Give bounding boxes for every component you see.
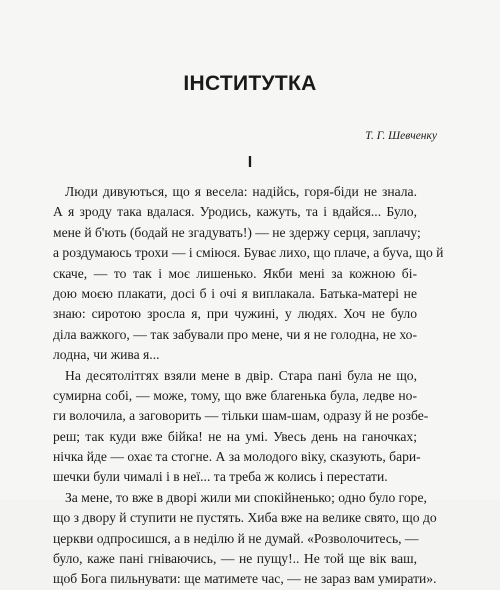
page-title: ІНСТИТУТКА [183,72,317,95]
text-line: лодна, чи жива я... [53,347,160,363]
text-line: знаю: сиротою зросла я, при чужині, у людях. Хоч не було [53,306,417,322]
text-line: що з двору й ступити не пустять. Хиба вже на велике свято, що до [53,510,437,526]
text-line: дою моєю плакати, досі б і очі я виплакала. Батька-матері не [53,285,417,301]
text-line: ги волочила, а заговорить — тільки шам-шам, одразу й не розбе- [53,408,429,424]
dedication: Т. Г. Шевченку [365,130,437,142]
text-line: реш; так куди вже бійка! не на умі. Увесь день на ганочках; [53,428,417,444]
body-text [53,182,444,590]
text-line: сумирна собі, — може, тому, що вже блаrенька була, ледве но- [53,387,417,403]
text-line: шечки були чималі і в неї... та треба ж колись і перестати. [53,469,388,485]
text-line: На десятолітгях взяли мене в двір. Стара пані була не що, [65,367,417,383]
text-line: нічка йде — охає та стогне. А за молодого віку, сказують, бари- [53,449,421,465]
text-line: а роздумаюсь трохи — і сміюся. Буває лихо, що плаче, а буva, що й [53,245,444,261]
text-line: скаче, — то так і моє лишенько. Якби мені за кожною бі- [53,265,417,281]
text-line: було, каже пані гніваючись, — не пущу!.. Не той ще вік ваш, [53,551,417,567]
text-line: А я зроду така вдалася. Уродись, кажуть, та і вдайся... Було, [53,204,417,220]
text-line: мене й б'ють (бодай не згадувать!) — не здержу серця, заплачу; [53,224,421,240]
text-line: За мене, то вже в дворі жили ми спокійненько; одно було горе, [65,489,427,505]
text-line: церкви одпросишся, а в неділю й не думай. «Розволочитесь, — [53,530,419,546]
text-line: Люди дивуються, що я весела: надійсь, горя-біди не знала. [65,184,417,199]
chapter-number: I [247,154,253,171]
text-line: щоб Бога пильнувати: ще матимете час, — не зараз вам умирати». [53,571,437,587]
text-line: діла важкого, — так забували про мене, чи я не голодна, не хо- [53,326,417,342]
